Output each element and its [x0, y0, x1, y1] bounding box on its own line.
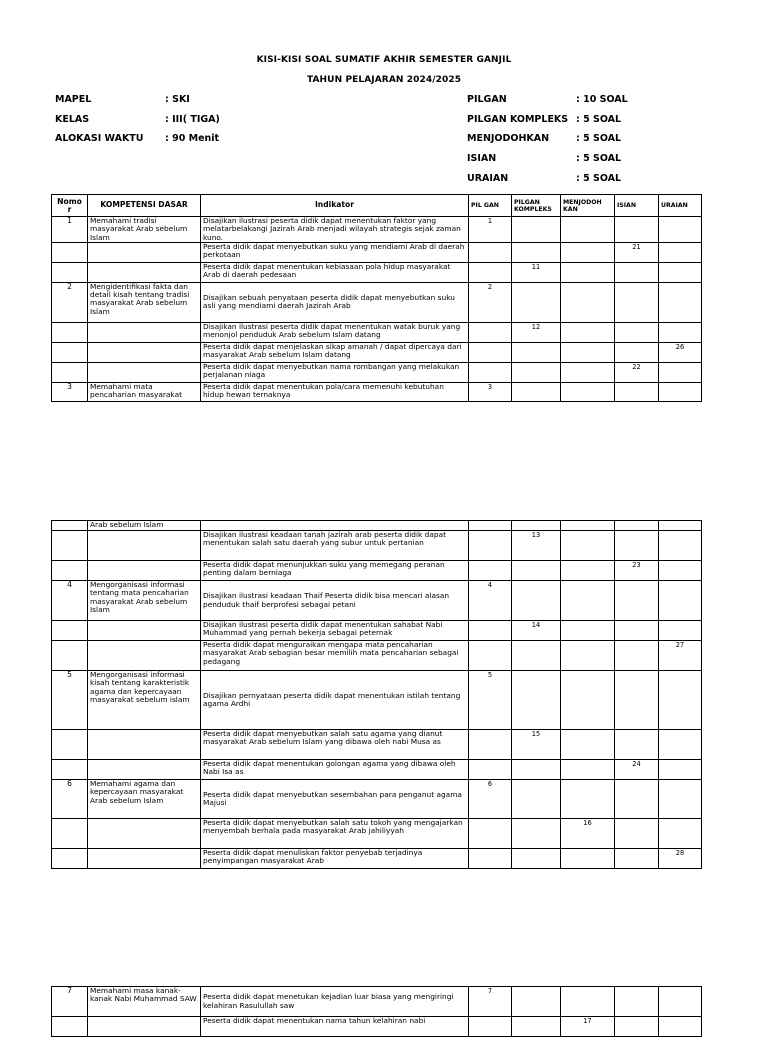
pilgan-kompleks-cell — [512, 849, 561, 869]
info-label-alokasi: ALOKASI WAKTU — [55, 133, 144, 144]
pilgan-kompleks-cell: 12 — [512, 322, 561, 342]
indikator-cell: Peserta didik dapat menentukan kebiasaan pola hidup masyarakat Arab di daerah pedesaan — [201, 262, 469, 282]
nomor-cell: 2 — [52, 282, 88, 322]
kompetensi-dasar-cell: Memahami mata pencaharian masyarakat — [88, 382, 201, 401]
kisi-kisi-table-page-1 — [51, 194, 702, 402]
isian-cell — [615, 217, 659, 243]
kompetensi-dasar-cell — [88, 322, 201, 342]
kompetensi-dasar-cell — [88, 1017, 201, 1037]
isian-cell: 24 — [615, 760, 659, 780]
uraian-cell — [659, 581, 702, 621]
pilgan-cell — [469, 849, 512, 869]
pilgan-cell: 5 — [469, 671, 512, 730]
uraian-cell: 28 — [659, 849, 702, 869]
nomor-cell: 5 — [52, 671, 88, 730]
info-value-isian: : 5 SOAL — [576, 153, 622, 164]
indikator-cell: Disajikan ilustrasi keadaan tanah jazirah arab peserta didik dapat menentukan salah satu daerah yang subur untuk pertanian — [201, 531, 469, 561]
table-row — [52, 561, 702, 581]
pilgan-kompleks-cell — [512, 671, 561, 730]
pilgan-cell — [469, 342, 512, 362]
nomor-cell — [52, 849, 88, 869]
kompetensi-dasar-cell — [88, 641, 201, 671]
kompetensi-dasar-cell — [88, 730, 201, 760]
isian-cell — [615, 581, 659, 621]
nomor-cell — [52, 342, 88, 362]
indikator-cell: Disajikan pernyataan peserta didik dapat menentukan istilah tentang agama Ardhi — [201, 671, 469, 730]
isian-cell: 21 — [615, 242, 659, 262]
pilgan-cell: 2 — [469, 282, 512, 322]
isian-cell — [615, 730, 659, 760]
nomor-cell — [52, 760, 88, 780]
kompetensi-dasar-cell: Mengorganisasi informasi kisah tentang karakteristik agama dan kepercayaan masyarakat sebelum islam — [88, 671, 201, 730]
indikator-cell: Disajikan ilustrasi peserta didik dapat menentukan sahabat Nabi Muhammad yang pernah bekerja sebagai peternak — [201, 621, 469, 641]
info-value-menjodohkan: : 5 SOAL — [576, 133, 622, 144]
menjodohkan-cell — [561, 521, 615, 531]
menjodohkan-cell — [561, 342, 615, 362]
isian-cell — [615, 531, 659, 561]
nomor-cell — [52, 362, 88, 382]
isian-cell — [615, 382, 659, 401]
pilgan-kompleks-cell — [512, 382, 561, 401]
table-row — [52, 382, 702, 401]
nomor-cell: 7 — [52, 987, 88, 1017]
table-row — [52, 581, 702, 621]
table-row — [52, 242, 702, 262]
uraian-cell — [659, 242, 702, 262]
pilgan-cell: 6 — [469, 780, 512, 819]
kompetensi-dasar-cell — [88, 621, 201, 641]
menjodohkan-cell — [561, 242, 615, 262]
nomor-cell — [52, 322, 88, 342]
column-header-isian: ISIAN — [615, 195, 659, 217]
pilgan-cell: 7 — [469, 987, 512, 1017]
pilgan-kompleks-cell — [512, 561, 561, 581]
nomor-cell: 3 — [52, 382, 88, 401]
uraian-cell — [659, 987, 702, 1017]
column-header-uraian: URAIAN — [659, 195, 702, 217]
menjodohkan-cell — [561, 987, 615, 1017]
indikator-cell: Peserta didik dapat menentukan pola/cara memenuhi kebutuhan hidup hewan ternaknya — [201, 382, 469, 401]
nomor-cell — [52, 531, 88, 561]
table-header-row — [52, 195, 702, 217]
pilgan-cell — [469, 819, 512, 849]
menjodohkan-cell — [561, 382, 615, 401]
uraian-cell — [659, 730, 702, 760]
menjodohkan-cell — [561, 641, 615, 671]
isian-cell — [615, 262, 659, 282]
nomor-cell — [52, 819, 88, 849]
pilgan-kompleks-cell — [512, 1017, 561, 1037]
kompetensi-dasar-cell — [88, 342, 201, 362]
kompetensi-dasar-cell: Memahami agama dan kepercayaan masyarakat Arab sebelum Islam — [88, 780, 201, 819]
uraian-cell — [659, 819, 702, 849]
menjodohkan-cell — [561, 322, 615, 342]
isian-cell — [615, 849, 659, 869]
uraian-cell: 26 — [659, 342, 702, 362]
pilgan-kompleks-cell: 13 — [512, 531, 561, 561]
pilgan-kompleks-cell: 11 — [512, 262, 561, 282]
table-row — [52, 621, 702, 641]
isian-cell — [615, 780, 659, 819]
table-row — [52, 531, 702, 561]
table-row — [52, 760, 702, 780]
menjodohkan-cell — [561, 780, 615, 819]
nomor-cell: 1 — [52, 217, 88, 243]
indikator-cell: Peserta didik dapat menjelaskan sikap amanah / dapat dipercaya dari masyarakat Arab sebelum Islam datang — [201, 342, 469, 362]
pilgan-cell — [469, 1017, 512, 1037]
pilgan-cell — [469, 531, 512, 561]
table-row — [52, 362, 702, 382]
menjodohkan-cell — [561, 262, 615, 282]
indikator-cell: Peserta didik dapat menetukan kejadian luar biasa yang mengiringi kelahiran Rasulullah saw — [201, 987, 469, 1017]
uraian-cell — [659, 780, 702, 819]
indikator-cell: Disajikan ilustrasi peserta didik dapat menentukan faktor yang melatarbelakangi Jazirah Arab menjadi wilayah strategis sejak zaman kuno. — [201, 217, 469, 243]
info-label-isian: ISIAN — [467, 153, 497, 164]
menjodohkan-cell — [561, 217, 615, 243]
nomor-cell — [52, 521, 88, 531]
column-header-kompetensi-dasar: KOMPETENSI DASAR — [88, 195, 201, 217]
pilgan-kompleks-cell — [512, 282, 561, 322]
indikator-cell: Disajikan ilustrasi peserta didik dapat menentukan watak buruk yang menonjol penduduk Arab sebelum Islam datang — [201, 322, 469, 342]
uraian-cell: 27 — [659, 641, 702, 671]
kompetensi-dasar-cell — [88, 531, 201, 561]
indikator-cell: Peserta didik dapat menentukan golongan agama yang dibawa oleh Nabi Isa as — [201, 760, 469, 780]
indikator-cell: Peserta didik dapat menunjukkan suku yang memegang peranan penting dalam berniaga — [201, 561, 469, 581]
pilgan-cell: 3 — [469, 382, 512, 401]
info-label-mapel: MAPEL — [55, 94, 92, 105]
menjodohkan-cell — [561, 730, 615, 760]
indikator-cell: Peserta didik dapat menyebutkan salah satu tokoh yang mengajarkan menyembah berhala pada masyarakat Arab jahiliyyah — [201, 819, 469, 849]
column-header-pilgan-kompleks: PILGAN KOMPLEKS — [512, 195, 561, 217]
menjodohkan-cell — [561, 282, 615, 322]
pilgan-cell — [469, 322, 512, 342]
isian-cell — [615, 987, 659, 1017]
menjodohkan-cell — [561, 531, 615, 561]
info-value-mapel: : SKI — [165, 94, 190, 105]
menjodohkan-cell — [561, 561, 615, 581]
uraian-cell — [659, 382, 702, 401]
pilgan-kompleks-cell — [512, 342, 561, 362]
isian-cell — [615, 819, 659, 849]
table-row — [52, 262, 702, 282]
menjodohkan-cell — [561, 849, 615, 869]
kompetensi-dasar-cell: Arab sebelum Islam — [88, 521, 201, 531]
isian-cell — [615, 1017, 659, 1037]
table-row — [52, 322, 702, 342]
info-value-uraian: : 5 SOAL — [576, 173, 622, 184]
menjodohkan-cell — [561, 621, 615, 641]
pilgan-cell: 1 — [469, 217, 512, 243]
kompetensi-dasar-cell: Memahami masa kanak-kanak Nabi Muhammad SAW — [88, 987, 201, 1017]
nomor-cell — [52, 561, 88, 581]
table-row — [52, 1017, 702, 1037]
info-value-kelas: : III( TIGA) — [165, 114, 220, 125]
kisi-kisi-table-page-2 — [51, 520, 702, 869]
isian-cell — [615, 621, 659, 641]
kompetensi-dasar-cell: Mengidentifikasi fakta dan detail kisah tentang tradisi masyarakat Arab sebelum Islam — [88, 282, 201, 322]
indikator-cell: Peserta didik dapat menyebutkan salah satu agama yang dianut masyarakat Arab sebelum Islam yang dibawa oleh nabi Musa as — [201, 730, 469, 760]
kompetensi-dasar-cell — [88, 362, 201, 382]
indikator-cell: Peserta didik dapat menentukan nama tahun kelahiran nabi — [201, 1017, 469, 1037]
info-label-menjodohkan: MENJODOHKAN — [467, 133, 550, 144]
pilgan-kompleks-cell: 14 — [512, 621, 561, 641]
uraian-cell — [659, 262, 702, 282]
kompetensi-dasar-cell — [88, 242, 201, 262]
nomor-cell — [52, 641, 88, 671]
uraian-cell — [659, 760, 702, 780]
info-label-pilgan-kompleks: PILGAN KOMPLEKS — [467, 114, 569, 125]
table-row — [52, 987, 702, 1017]
pilgan-kompleks-cell — [512, 780, 561, 819]
pilgan-kompleks-cell — [512, 987, 561, 1017]
menjodohkan-cell: 16 — [561, 819, 615, 849]
table-row — [52, 849, 702, 869]
uraian-cell — [659, 1017, 702, 1037]
isian-cell — [615, 322, 659, 342]
kompetensi-dasar-cell — [88, 561, 201, 581]
table-row — [52, 521, 702, 531]
indikator-cell: Peserta didik dapat menyebutkan sesembahan para penganut agama Majusi — [201, 780, 469, 819]
pilgan-cell — [469, 362, 512, 382]
table-row — [52, 671, 702, 730]
column-header-menjodohkan: MENJODOH KAN — [561, 195, 615, 217]
column-header-indikator: Indikator — [201, 195, 469, 217]
indikator-cell: Disajikan ilustrasi keadaan Thaif Peserta didik bisa mencari alasan penduduk thaif berprofesi sebagai petani — [201, 581, 469, 621]
kompetensi-dasar-cell — [88, 849, 201, 869]
menjodohkan-cell — [561, 362, 615, 382]
kompetensi-dasar-cell — [88, 819, 201, 849]
isian-cell — [615, 671, 659, 730]
pilgan-kompleks-cell — [512, 242, 561, 262]
kompetensi-dasar-cell — [88, 262, 201, 282]
pilgan-cell — [469, 730, 512, 760]
menjodohkan-cell: 17 — [561, 1017, 615, 1037]
nomor-cell — [52, 242, 88, 262]
pilgan-kompleks-cell — [512, 819, 561, 849]
table-row — [52, 282, 702, 322]
table-row — [52, 342, 702, 362]
pilgan-cell — [469, 561, 512, 581]
pilgan-cell: 4 — [469, 581, 512, 621]
uraian-cell — [659, 362, 702, 382]
info-value-pilgan: : 10 SOAL — [576, 94, 628, 105]
nomor-cell — [52, 262, 88, 282]
pilgan-kompleks-cell — [512, 760, 561, 780]
kompetensi-dasar-cell: Memahami tradisi masyarakat Arab sebelum Islam — [88, 217, 201, 243]
nomor-cell — [52, 730, 88, 760]
pilgan-cell — [469, 262, 512, 282]
column-header-pilgan: PIL GAN — [469, 195, 512, 217]
info-label-uraian: URAIAN — [467, 173, 509, 184]
pilgan-cell — [469, 641, 512, 671]
uraian-cell — [659, 671, 702, 730]
info-value-alokasi: : 90 Menit — [165, 133, 220, 144]
uraian-cell — [659, 531, 702, 561]
uraian-cell — [659, 322, 702, 342]
uraian-cell — [659, 282, 702, 322]
isian-cell: 23 — [615, 561, 659, 581]
nomor-cell: 4 — [52, 581, 88, 621]
isian-cell — [615, 641, 659, 671]
kisi-kisi-table-page-3 — [51, 986, 702, 1037]
menjodohkan-cell — [561, 760, 615, 780]
info-value-pilgan-kompleks: : 5 SOAL — [576, 114, 622, 125]
pilgan-kompleks-cell — [512, 217, 561, 243]
column-header-nomor: Nomo r — [52, 195, 88, 217]
info-label-pilgan: PILGAN — [467, 94, 507, 105]
pilgan-cell — [469, 760, 512, 780]
isian-cell: 22 — [615, 362, 659, 382]
indikator-cell: Peserta didik dapat menguraikan mengapa mata pencaharian masyarakat Arab sebagian besar memilih mata pencaharian sebagai pedagang — [201, 641, 469, 671]
menjodohkan-cell — [561, 671, 615, 730]
table-row — [52, 780, 702, 819]
pilgan-kompleks-cell — [512, 641, 561, 671]
table-row — [52, 641, 702, 671]
indikator-cell: Peserta didik dapat menyebutkan nama rombangan yang melakukan perjalanan niaga — [201, 362, 469, 382]
kompetensi-dasar-cell — [88, 760, 201, 780]
pilgan-cell — [469, 621, 512, 641]
pilgan-kompleks-cell — [512, 581, 561, 621]
indikator-cell — [201, 521, 469, 531]
isian-cell — [615, 521, 659, 531]
pilgan-kompleks-cell: 15 — [512, 730, 561, 760]
indikator-cell: Peserta didik dapat menuliskan faktor penyebab terjadinya penyimpangan masyarakat Arab — [201, 849, 469, 869]
uraian-cell — [659, 521, 702, 531]
nomor-cell — [52, 1017, 88, 1037]
document-title: KISI-KISI SOAL SUMATIF AKHIR SEMESTER GANJIL — [256, 55, 512, 65]
table-row — [52, 730, 702, 760]
isian-cell — [615, 282, 659, 322]
pilgan-kompleks-cell — [512, 521, 561, 531]
pilgan-cell — [469, 521, 512, 531]
nomor-cell — [52, 621, 88, 641]
kompetensi-dasar-cell: Mengorganisasi informasi tentang mata pencaharian masyarakat Arab sebelum Islam — [88, 581, 201, 621]
indikator-cell: Peserta didik dapat menyebutkan suku yang mendiami Arab di daerah perkotaan — [201, 242, 469, 262]
indikator-cell: Disajikan sebuah penyataan peserta didik dapat menyebutkan suku asli yang mendiami daerah Jazirah Arab — [201, 282, 469, 322]
uraian-cell — [659, 621, 702, 641]
document-subtitle: TAHUN PELAJARAN 2024/2025 — [306, 75, 462, 85]
menjodohkan-cell — [561, 581, 615, 621]
table-row — [52, 217, 702, 243]
isian-cell — [615, 342, 659, 362]
nomor-cell: 6 — [52, 780, 88, 819]
info-label-kelas: KELAS — [55, 114, 90, 125]
uraian-cell — [659, 561, 702, 581]
uraian-cell — [659, 217, 702, 243]
table-row — [52, 819, 702, 849]
pilgan-kompleks-cell — [512, 362, 561, 382]
pilgan-cell — [469, 242, 512, 262]
